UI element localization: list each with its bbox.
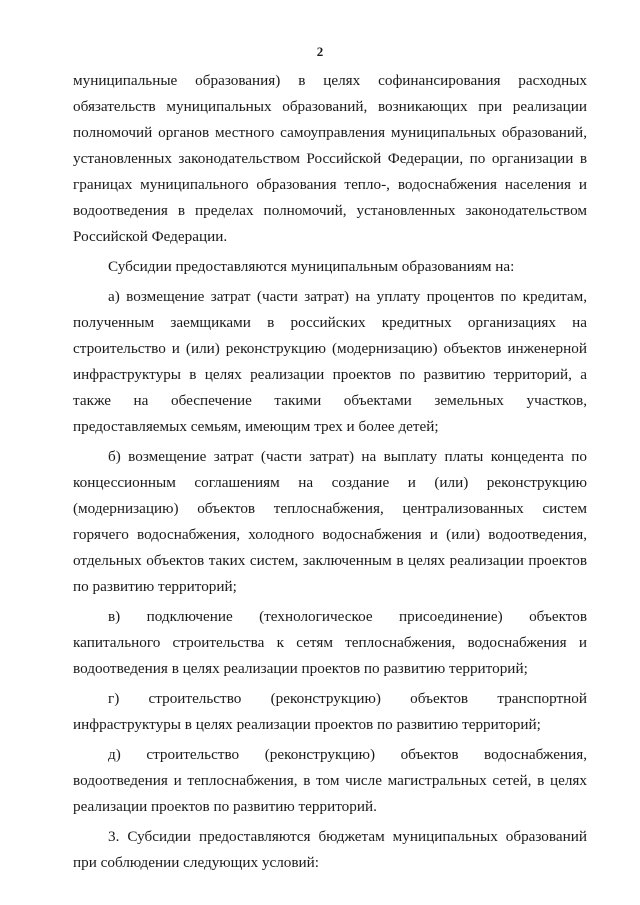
paragraph-subsidies-intro: Субсидии предоставляются муниципальным образованиям на: — [108, 258, 515, 275]
page-number: 2 — [316, 44, 324, 59]
list-item-g: г) строительство (реконструкцию) объектов транспортной инфраструктуры в целях реализации проектов по развитию территорий; — [73, 690, 587, 733]
list-item-a: а) возмещение затрат (части затрат) на уплату процентов по кредитам, полученным заемщиками в российских кредитных организациях на строительство и (или) реконструкцию (модернизацию) объектов инженерной инфраструктуры в целях реализации проектов по развитию территорий, а также на обеспечение такими объектами земельных участков, предоставляемых семьям, имеющим трех и более детей; — [73, 288, 587, 435]
list-item-d: д) строительство (реконструкцию) объектов водоснабжения, водоотведения и теплоснабжения, в том числе магистральных сетей, в целях реализации проектов по развитию территорий. — [73, 746, 587, 815]
document-body — [73, 68, 587, 876]
paragraph-continuation: муниципальные образования) в целях софинансирования расходных обязательств муниципальных образований, возникающих при реализации полномочий органов местного самоуправления муниципальных образований, установленных законодательством Российской Федерации, по организации в границах муниципального образования тепло-, водоснабжения населения и водоотведения в пределах полномочий, установленных законодательством Российской Федерации. — [73, 72, 587, 245]
paragraph-section-3: 3. Субсидии предоставляются бюджетам муниципальных образований при соблюдении следующих условий: — [73, 828, 587, 871]
list-item-b: б) возмещение затрат (части затрат) на выплату платы концедента по концессионным соглашениям на создание и (или) реконструкцию (модернизацию) объектов теплоснабжения, централизованных систем горячего водоснабжения, холодного водоснабжения и (или) водоотведения, отдельных объектов таких систем, заключенным в целях реализации проектов по развитию территорий; — [73, 448, 587, 595]
list-item-v: в) подключение (технологическое присоединение) объектов капитального строительства к сетям теплоснабжения, водоснабжения и водоотведения в целях реализации проектов по развитию территорий; — [73, 608, 587, 677]
